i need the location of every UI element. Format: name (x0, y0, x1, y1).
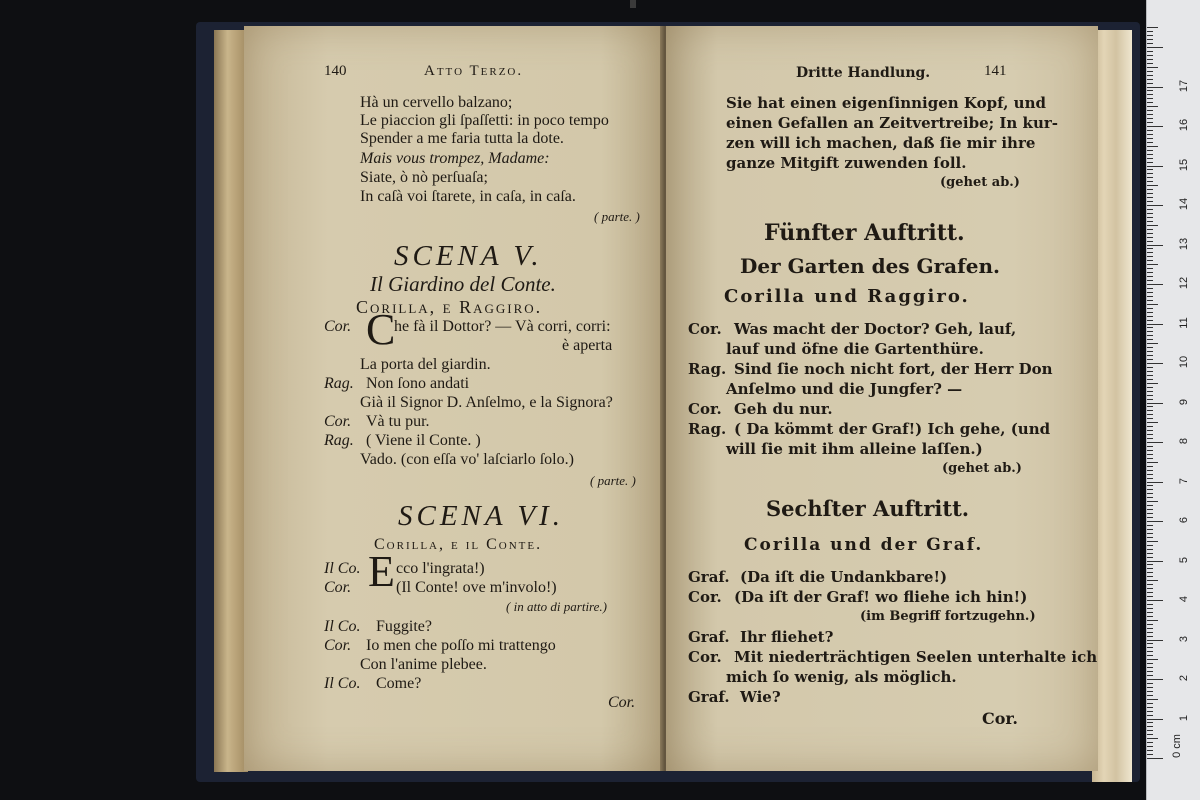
ruler-number: 9 (1178, 398, 1190, 405)
text-line: Was macht der Doctor? Geh, lauf, (734, 320, 1017, 338)
ruler-tick (1147, 110, 1153, 111)
ruler-tick (1147, 545, 1153, 546)
ruler-tick (1147, 150, 1153, 151)
ruler-tick (1147, 146, 1158, 147)
ruler-tick (1147, 189, 1153, 190)
ruler-tick (1147, 67, 1158, 68)
ruler-tick (1147, 482, 1163, 483)
text-line: ( Da kömmt der Graf!) Ich gehe, (und (734, 420, 1051, 438)
ruler-tick (1147, 687, 1153, 688)
ruler-tick (1147, 742, 1153, 743)
text-line: ganze Mitgift zuwenden ſoll. (726, 154, 967, 172)
ruler-tick (1147, 750, 1153, 751)
ruler-tick (1147, 154, 1153, 155)
ruler-tick (1147, 561, 1163, 562)
ruler-tick (1147, 533, 1153, 534)
ruler-tick (1147, 102, 1153, 103)
ruler-tick (1147, 320, 1153, 321)
ruler-tick (1147, 632, 1153, 633)
right-page (666, 26, 1098, 771)
measurement-ruler (1146, 0, 1200, 800)
text-line: Le piaccion gli ſpaſſetti: in poco tempo (360, 112, 609, 129)
catchword: Cor. (608, 694, 636, 711)
ruler-tick (1147, 233, 1153, 234)
scene-setting: Der Garten des Grafen. (740, 254, 1000, 278)
ruler-tick (1147, 466, 1153, 467)
ruler-tick (1147, 114, 1153, 115)
ruler-number: 7 (1178, 477, 1190, 484)
ruler-tick (1147, 237, 1153, 238)
ruler-tick (1147, 580, 1158, 581)
ruler-tick (1147, 643, 1153, 644)
ruler-tick (1147, 335, 1153, 336)
scene-title: Sechſter Auftritt. (766, 496, 970, 521)
ruler-tick (1147, 221, 1153, 222)
ruler-number: 13 (1178, 237, 1190, 250)
ruler-tick (1147, 35, 1153, 36)
ruler-tick (1147, 758, 1163, 759)
ruler-tick (1147, 588, 1153, 589)
text-line: è aperta (562, 337, 613, 354)
ruler-tick (1147, 126, 1163, 127)
stage-direction: ( in atto di partire.) (506, 599, 607, 614)
text-line: will ſie mit ihm alleine laſſen.) (726, 440, 983, 458)
ruler-number: 6 (1178, 516, 1190, 524)
ruler-tick (1147, 422, 1158, 423)
ruler-tick (1147, 51, 1153, 52)
ruler-tick (1147, 695, 1153, 696)
ruler-tick (1147, 387, 1153, 388)
ruler-tick (1147, 312, 1153, 313)
ruler-tick (1147, 217, 1153, 218)
speaker: Il Co. (324, 618, 361, 635)
speaker: Graf. (688, 688, 730, 706)
ruler-tick (1147, 592, 1153, 593)
ruler-tick (1147, 98, 1153, 99)
ruler-number: 14 (1178, 197, 1190, 211)
ruler-tick (1147, 549, 1153, 550)
scene-setting: Il Giardino del Conte. (370, 272, 556, 296)
ruler-tick (1147, 83, 1153, 84)
ruler-tick (1147, 746, 1153, 747)
speaker: Cor. (324, 637, 352, 654)
ruler-tick (1147, 225, 1158, 226)
text-line: cco l'ingrata!) (396, 560, 485, 577)
page-edges-left (214, 30, 248, 772)
ruler-tick (1147, 683, 1153, 684)
ruler-tick (1147, 391, 1153, 392)
ruler-tick (1147, 403, 1163, 404)
stage-direction: (im Begriff fortzugehn.) (860, 609, 1036, 624)
ruler-tick (1147, 608, 1153, 609)
ruler-tick (1147, 252, 1153, 253)
ruler-tick (1147, 276, 1153, 277)
ruler-tick (1147, 367, 1153, 368)
ruler-tick (1147, 596, 1153, 597)
ruler-tick (1147, 410, 1153, 411)
ruler-tick (1147, 505, 1153, 506)
text-line: Vado. (con eſſa vo' laſciarlo ſolo.) (360, 451, 574, 468)
page-number: 141 (984, 63, 1007, 79)
ruler-tick (1147, 173, 1153, 174)
ruler-tick (1147, 628, 1153, 629)
ruler-tick (1147, 442, 1163, 443)
text-line: mich ſo wenig, als möglich. (726, 668, 957, 686)
ruler-tick (1147, 197, 1153, 198)
ruler-tick (1147, 256, 1153, 257)
ruler-tick (1147, 722, 1153, 723)
stage-direction: (gehet ab.) (940, 175, 1020, 190)
scene-characters: Corilla und Raggiro. (724, 286, 970, 307)
ruler-tick (1147, 94, 1153, 95)
ruler-tick (1147, 651, 1153, 652)
ruler-tick (1147, 679, 1163, 680)
ruler-tick (1147, 454, 1153, 455)
ruler-tick (1147, 351, 1153, 352)
ruler-tick (1147, 655, 1153, 656)
ruler-tick (1147, 138, 1153, 139)
stage-direction: ( parte. ) (594, 209, 640, 224)
ruler-tick (1147, 209, 1153, 210)
ruler-tick (1147, 517, 1153, 518)
ruler-tick (1147, 414, 1153, 415)
text-line: Ihr fliehet? (740, 628, 834, 646)
text-line: Io men che poſſo mi trattengo (366, 637, 556, 654)
ruler-tick (1147, 324, 1163, 325)
ruler-tick (1147, 489, 1153, 490)
ruler-tick (1147, 525, 1153, 526)
speaker: Cor. (688, 648, 722, 666)
ruler-tick (1147, 553, 1153, 554)
text-line: (Da iſt der Graf! wo fliehe ich hin!) (734, 588, 1028, 606)
ruler-tick (1147, 434, 1153, 435)
ruler-tick (1147, 509, 1153, 510)
ruler-tick (1147, 493, 1153, 494)
ruler-tick (1147, 474, 1153, 475)
ruler-tick (1147, 343, 1158, 344)
ruler-tick (1147, 47, 1163, 48)
ruler-tick (1147, 600, 1163, 601)
stage-direction: ( parte. ) (590, 473, 636, 488)
ruler-tick (1147, 327, 1153, 328)
text-line: Mais vous trompez, Madame: (360, 150, 550, 167)
ruler-tick (1147, 501, 1158, 502)
text-line: Già il Signor D. Anſelmo, e la Signora? (360, 394, 613, 411)
ruler-tick (1147, 564, 1153, 565)
text-line: Geh du nur. (734, 400, 833, 418)
ruler-tick (1147, 584, 1153, 585)
text-line: einen Gefallen an Zeitvertreibe; In kur- (726, 114, 1058, 132)
ruler-number: 8 (1178, 437, 1190, 445)
ruler-tick (1147, 162, 1153, 163)
ruler-tick (1147, 359, 1153, 360)
ruler-tick (1147, 663, 1153, 664)
text-line: Mit niederträchtigen Seelen unterhalte ich (734, 648, 1098, 666)
ruler-tick (1147, 122, 1153, 123)
scene-title: SCENA V. (394, 240, 543, 272)
scene-characters: Corilla, e il Conte. (374, 536, 543, 553)
ruler-number: 10 (1178, 355, 1190, 369)
ruler-tick (1147, 296, 1153, 297)
ruler-tick (1147, 715, 1153, 716)
ruler-tick (1147, 730, 1153, 731)
ruler-tick (1147, 181, 1153, 182)
ruler-tick (1147, 59, 1153, 60)
ruler-tick (1147, 719, 1163, 720)
ruler-tick (1147, 640, 1163, 641)
ruler-tick (1147, 241, 1153, 242)
ruler-number: 16 (1178, 118, 1190, 132)
ruler-tick (1147, 142, 1153, 143)
ruler-tick (1147, 399, 1153, 400)
ruler-tick (1147, 707, 1153, 708)
ruler-tick (1147, 300, 1153, 301)
ruler-tick (1147, 557, 1153, 558)
ruler-number: 17 (1178, 79, 1190, 92)
catchword: Cor. (982, 709, 1018, 728)
ruler-tick (1147, 529, 1153, 530)
scene-title: Fünfter Auftritt. (764, 220, 965, 246)
ruler-tick (1147, 201, 1153, 202)
ruler-tick (1147, 667, 1153, 668)
text-line: Hà un cervello balzano; (360, 94, 513, 111)
speaker: Graf. (688, 568, 730, 586)
ruler-tick (1147, 31, 1153, 32)
left-page (244, 26, 664, 771)
speaker: Rag. (324, 432, 354, 449)
ruler-number: 4 (1178, 595, 1190, 603)
ruler-tick (1147, 166, 1163, 167)
text-line: Siate, ò nò perſuaſa; (360, 169, 488, 186)
ruler-tick (1147, 726, 1153, 727)
ruler-tick (1147, 205, 1163, 206)
ruler-tick (1147, 711, 1153, 712)
speaker: Cor. (688, 320, 722, 338)
ruler-tick (1147, 576, 1153, 577)
ruler-tick (1147, 71, 1153, 72)
ruler-tick (1147, 383, 1158, 384)
scene-title: SCENA VI. (398, 500, 564, 532)
ruler-number: 1 (1178, 714, 1190, 721)
ruler-tick (1147, 185, 1158, 186)
ruler-tick (1147, 671, 1153, 672)
text-line: he fà il Dottor? — Và corri, corri: (394, 318, 611, 335)
running-head: Atto Terzo. (424, 63, 524, 79)
ruler-tick (1147, 248, 1153, 249)
text-line: Con l'anime plebee. (360, 656, 487, 673)
ruler-tick (1147, 497, 1153, 498)
ruler-tick (1147, 63, 1153, 64)
running-head: Dritte Handlung. (796, 65, 931, 81)
ruler-tick (1147, 418, 1153, 419)
ruler-tick (1147, 470, 1153, 471)
ruler-tick (1147, 79, 1153, 80)
ruler-tick (1147, 636, 1153, 637)
text-line: lauf und öfne die Gartenthüre. (726, 340, 984, 358)
ruler-tick (1147, 699, 1158, 700)
ruler-tick (1147, 292, 1153, 293)
ruler-tick (1147, 280, 1153, 281)
text-line: Và tu pur. (366, 413, 430, 430)
page-edges-right (1092, 30, 1132, 782)
speaker: Rag. (324, 375, 354, 392)
text-line: La porta del giardin. (360, 356, 491, 373)
ruler-tick (1147, 513, 1153, 514)
ruler-tick (1147, 245, 1163, 246)
text-line: Fuggite? (376, 618, 432, 635)
ruler-number: 15 (1178, 158, 1190, 171)
ruler-tick (1147, 355, 1153, 356)
text-line: (Da iſt die Undankbare!) (740, 568, 948, 586)
ruler-tick (1147, 624, 1153, 625)
ruler-tick (1147, 90, 1153, 91)
ruler-tick (1147, 75, 1153, 76)
scene-characters: Corilla, e Raggiro. (356, 297, 543, 317)
text-line: Wie? (740, 688, 781, 706)
ruler-tick (1147, 55, 1153, 56)
ruler-tick (1147, 406, 1153, 407)
ruler-tick (1147, 272, 1153, 273)
ruler-tick (1147, 264, 1158, 265)
text-line: ( Viene il Conte. ) (366, 432, 481, 449)
speaker: Rag. (688, 360, 727, 378)
ruler-tick (1147, 118, 1153, 119)
ruler-tick (1147, 541, 1158, 542)
ruler-tick (1147, 308, 1153, 309)
ruler-tick (1147, 134, 1153, 135)
speaker: Rag. (688, 420, 727, 438)
ruler-tick (1147, 450, 1153, 451)
ruler-tick (1147, 379, 1153, 380)
ruler-tick (1147, 260, 1153, 261)
stage-direction: (gehet ab.) (942, 461, 1022, 476)
ruler-tick (1147, 754, 1153, 755)
ruler-number: 3 (1178, 635, 1190, 642)
ruler-tick (1147, 363, 1163, 364)
ruler-tick (1147, 87, 1163, 88)
ruler-tick (1147, 304, 1158, 305)
ruler-tick (1147, 568, 1153, 569)
ruler-tick (1147, 446, 1153, 447)
ruler-tick (1147, 703, 1153, 704)
text-line: In caſà voi ſtarete, in caſa, in caſa. (360, 188, 576, 205)
speaker: Cor. (324, 413, 352, 430)
ruler-unit-label: 0 cm (1170, 734, 1183, 758)
ruler-tick (1147, 426, 1153, 427)
ruler-tick (1147, 158, 1153, 159)
ruler-tick (1147, 375, 1153, 376)
ruler-tick (1147, 647, 1153, 648)
ruler-tick (1147, 316, 1153, 317)
ruler-tick (1147, 462, 1158, 463)
ruler-tick (1147, 659, 1158, 660)
ruler-tick (1147, 169, 1153, 170)
ruler-tick (1147, 371, 1153, 372)
drop-cap: E (368, 547, 395, 596)
ruler-tick (1147, 27, 1158, 28)
ruler-tick (1147, 521, 1163, 522)
ruler-tick (1147, 130, 1153, 131)
ruler-tick (1147, 177, 1153, 178)
ruler-tick (1147, 675, 1153, 676)
speaker: Cor. (324, 579, 352, 596)
ruler-tick (1147, 458, 1153, 459)
ruler-tick (1147, 537, 1153, 538)
ruler-tick (1147, 106, 1158, 107)
ruler-number: 2 (1178, 674, 1190, 682)
speaker: Cor. (688, 400, 722, 418)
ruler-tick (1147, 572, 1153, 573)
ruler-number: 12 (1178, 276, 1190, 290)
ruler-number: 11 (1178, 316, 1190, 329)
ruler-number: 5 (1178, 556, 1190, 563)
text-line: Anſelmo und die Jungfer? — (726, 380, 963, 398)
scene-characters: Corilla und der Graf. (744, 535, 984, 555)
drop-cap: C (366, 305, 396, 354)
ruler-tick (1147, 485, 1153, 486)
ruler-tick (1147, 612, 1153, 613)
ruler-tick (1147, 430, 1153, 431)
ruler-tick (1147, 193, 1153, 194)
text-line: zen will ich machen, daß ſie mir ihre (726, 134, 1036, 152)
speaker: Cor. (324, 318, 352, 335)
text-line: (Il Conte! ove m'involo!) (396, 579, 557, 596)
ruler-tick (1147, 43, 1153, 44)
text-line: Sie hat einen eigenſinnigen Kopf, und (726, 94, 1046, 112)
ruler-tick (1147, 620, 1158, 621)
speaker: Cor. (688, 588, 722, 606)
ruler-tick (1147, 288, 1153, 289)
ruler-tick (1147, 616, 1153, 617)
ruler-tick (1147, 478, 1153, 479)
ruler-tick (1147, 734, 1153, 735)
text-line: Non ſono andati (366, 375, 470, 392)
text-line: Come? (376, 675, 422, 692)
text-line: Spender a me faria tutta la dote. (360, 130, 564, 147)
ruler-tick (1147, 738, 1158, 739)
ruler-tick (1147, 347, 1153, 348)
ruler-tick (1147, 604, 1153, 605)
ruler-tick (1147, 691, 1153, 692)
ruler-tick (1147, 395, 1153, 396)
ruler-tick (1147, 213, 1153, 214)
ruler-tick (1147, 438, 1153, 439)
ruler-tick (1147, 339, 1153, 340)
speaker: Il Co. (324, 675, 361, 692)
ruler-tick (1147, 331, 1153, 332)
ruler-tick (1147, 284, 1163, 285)
speaker: Il Co. (324, 560, 361, 577)
text-line: Sind ſie noch nicht fort, der Herr Don (734, 360, 1053, 378)
ruler-tick (1147, 229, 1153, 230)
ruler-tick (1147, 268, 1153, 269)
ruler-tick (1147, 39, 1153, 40)
speaker: Graf. (688, 628, 730, 646)
bookmark-tip (630, 0, 636, 8)
page-number: 140 (324, 63, 347, 79)
